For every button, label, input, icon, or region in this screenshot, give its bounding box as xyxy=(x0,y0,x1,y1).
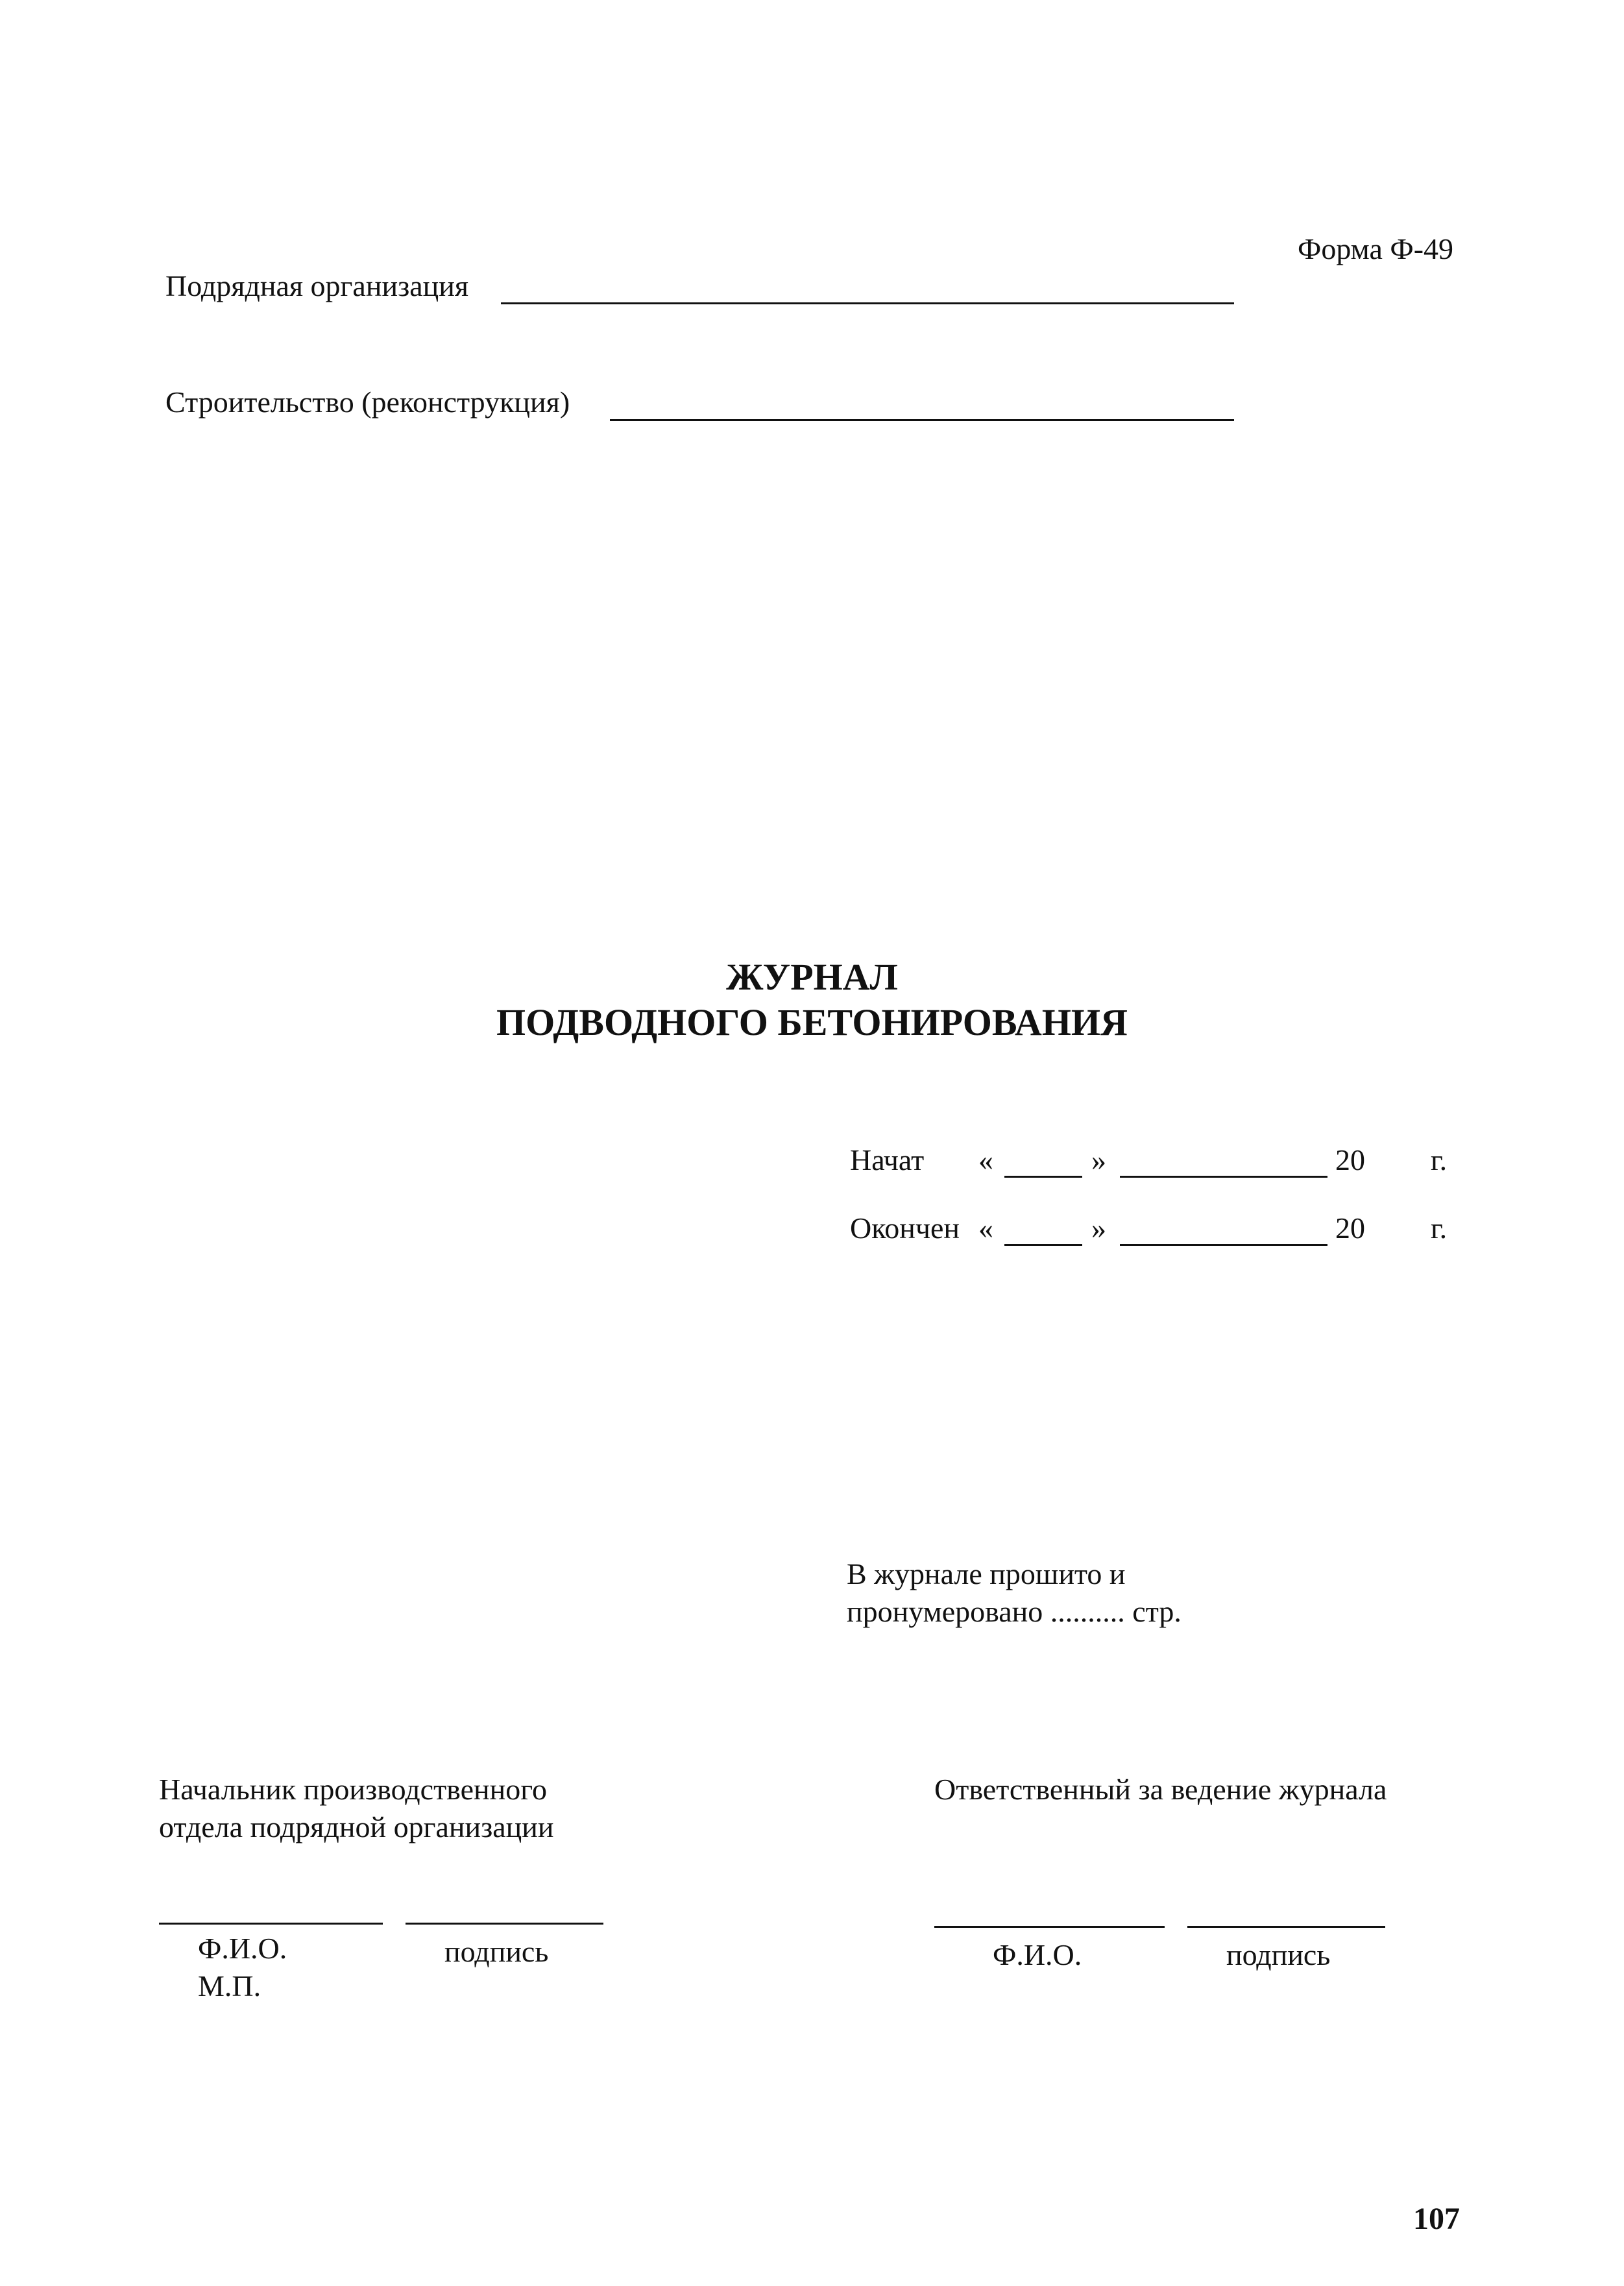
finished-year-prefix: 20 xyxy=(1335,1211,1365,1245)
started-open-quote: « xyxy=(978,1143,993,1176)
right-signature-caption: подпись xyxy=(1226,1938,1331,1971)
page-number: 107 xyxy=(1413,2202,1460,2236)
contractor-field-line xyxy=(501,302,1234,304)
seal-caption: М.П. xyxy=(198,1969,261,2002)
left-signature-caption: подпись xyxy=(444,1935,549,1968)
construction-label: Строительство (реконструкция) xyxy=(165,385,570,419)
right-name-caption: Ф.И.О. xyxy=(993,1938,1082,1971)
started-day-line xyxy=(1004,1176,1082,1178)
binding-note-line2: пронумеровано .......... стр. xyxy=(847,1595,1182,1628)
finished-label: Окончен xyxy=(850,1211,960,1245)
finished-year-suffix: г. xyxy=(1431,1211,1448,1245)
left-name-line xyxy=(159,1923,383,1925)
left-role-line1: Начальник производственного xyxy=(159,1773,547,1806)
contractor-label: Подрядная организация xyxy=(165,269,469,302)
started-close-quote: » xyxy=(1091,1143,1106,1176)
finished-close-quote: » xyxy=(1091,1211,1106,1245)
construction-field-line xyxy=(610,419,1234,421)
finished-month-line xyxy=(1120,1244,1327,1246)
journal-title-line1: ЖУРНАЛ xyxy=(726,956,898,998)
left-signature-line xyxy=(406,1923,603,1925)
form-number: Форма Ф-49 xyxy=(1298,232,1454,265)
finished-day-line xyxy=(1004,1244,1082,1246)
left-role-line2: отдела подрядной организации xyxy=(159,1810,554,1843)
binding-note-line1: В журнале прошито и xyxy=(847,1557,1126,1590)
right-role-line1: Ответственный за ведение журнала xyxy=(934,1773,1387,1806)
started-year-suffix: г. xyxy=(1431,1143,1448,1176)
started-month-line xyxy=(1120,1176,1327,1178)
started-label: Начат xyxy=(850,1143,925,1176)
journal-title-line2: ПОДВОДНОГО БЕТОНИРОВАНИЯ xyxy=(496,1001,1128,1043)
finished-open-quote: « xyxy=(978,1211,993,1245)
started-year-prefix: 20 xyxy=(1335,1143,1365,1176)
right-signature-line xyxy=(1187,1926,1385,1928)
left-name-caption: Ф.И.О. xyxy=(198,1932,287,1965)
right-name-line xyxy=(934,1926,1165,1928)
